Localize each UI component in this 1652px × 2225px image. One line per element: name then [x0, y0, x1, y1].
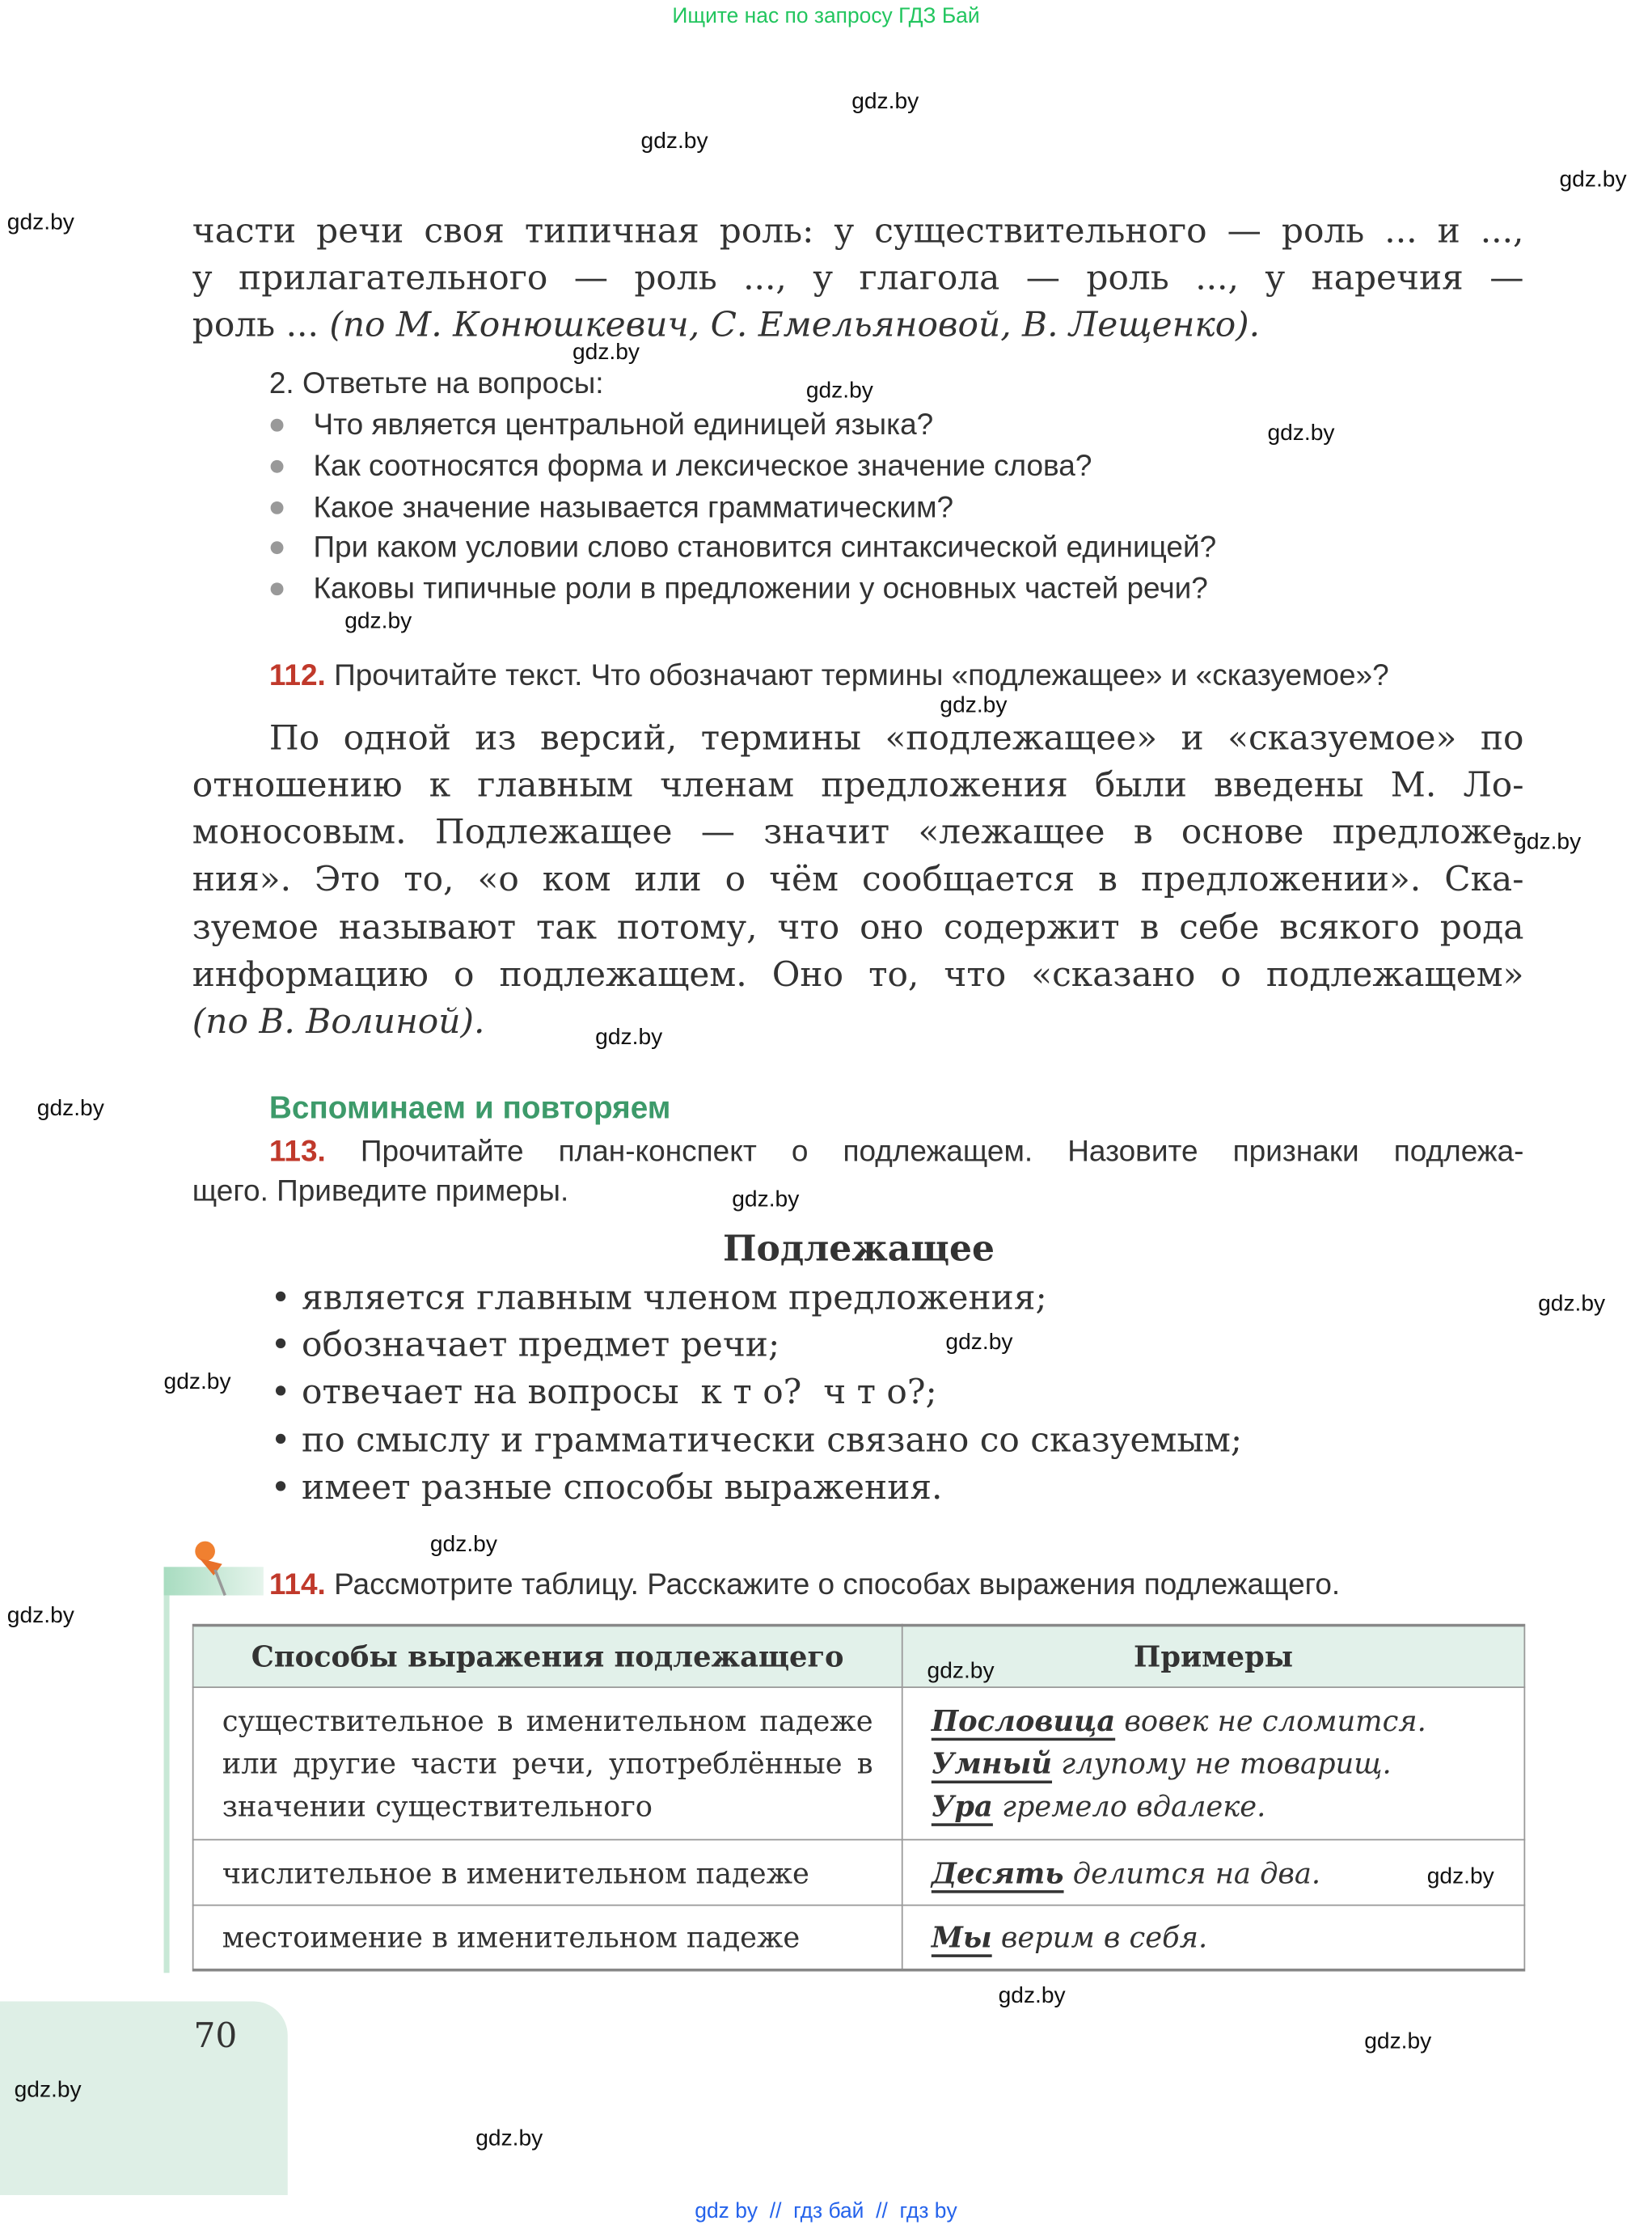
- examples-cell: Десять делится на два.: [902, 1840, 1525, 1906]
- pushpin-icon: [191, 1538, 234, 1601]
- bullet-icon: [271, 541, 284, 554]
- watermark: gdz.by: [940, 693, 1008, 718]
- list-item: • обозначает предмет речи;: [270, 1324, 780, 1365]
- text-line: информацию о подлежащем. Оно то, что «сказано о подлежащем»: [192, 954, 1524, 995]
- exercise-112-task: [269, 657, 1389, 696]
- table-row: [193, 1906, 1525, 1969]
- table-row: [193, 1840, 1525, 1906]
- text-line: зуемое называют так потому, что оно содержит в себе всякого рода: [192, 907, 1524, 948]
- question: Каковы типичные роли в предложении у основных частей речи?: [313, 573, 1208, 606]
- question: Что является центральной единицей языка?: [313, 408, 934, 442]
- intro-line: у прилагательного — роль ..., у глагола — роль ..., у наречия —: [192, 257, 1524, 298]
- subject-table: [192, 1624, 1525, 1971]
- question: Какое значение называется грамматическим?: [313, 491, 954, 525]
- watermark: gdz.by: [572, 340, 640, 365]
- table-row: [193, 1687, 1525, 1839]
- watermark: gdz.by: [1364, 2029, 1432, 2054]
- text-line: ния». Это то, «о ком или о чём сообщается в предложении». Ска-: [192, 859, 1524, 899]
- intro-citation: (по М. Конюшкевич, С. Емельяновой, В. Лещенко).: [329, 304, 1261, 345]
- watermark: gdz.by: [1559, 167, 1627, 192]
- task-text: Рассмотрите таблицу. Расскажите о способах выражения подлежащего.: [334, 1568, 1341, 1601]
- examples-cell: Мы верим в себя.: [902, 1906, 1525, 1969]
- task-text: Прочитайте текст. Что обозначают термины «подлежащее» и «сказуемое»?: [334, 659, 1389, 692]
- bullet-icon: [271, 460, 284, 473]
- watermark: gdz.by: [14, 2078, 82, 2103]
- intro-last: роль ...: [192, 304, 330, 345]
- section-heading: Вспоминаем и повторяем: [268, 1089, 671, 1126]
- way-cell: числительное в именительном падеже: [193, 1840, 902, 1906]
- task-text: Прочитайте план-конспект о подлежащем. Назовите признаки подлежа-: [360, 1135, 1524, 1169]
- bullet-icon: [271, 501, 284, 514]
- list-item: • имеет разные способы выражения.: [270, 1467, 943, 1508]
- examples-cell: Пословица вовек не сломится. Умный глупому не товарищ. Ура гремело вдалеке.: [902, 1687, 1525, 1839]
- watermark: gdz.by: [640, 129, 708, 154]
- column-header: Способы выражения подлежащего: [193, 1626, 902, 1688]
- top-banner: Ищите нас по запросу ГДЗ Бай: [672, 4, 980, 29]
- margin-line: [164, 1596, 170, 1973]
- watermark: gdz.by: [1426, 1864, 1494, 1889]
- watermark: gdz.by: [595, 1026, 663, 1051]
- watermark: gdz.by: [927, 1659, 995, 1684]
- text-line: По одной из версий, термины «подлежащее» и «сказуемое» по: [268, 717, 1524, 758]
- watermark: gdz.by: [475, 2126, 543, 2151]
- watermark: gdz.by: [36, 1097, 104, 1122]
- table-header-row: [193, 1626, 1525, 1688]
- watermark: gdz.by: [732, 1187, 800, 1212]
- footer-links[interactable]: gdz by // гдз бай // гдз by: [695, 2199, 957, 2224]
- watermark: gdz.by: [344, 609, 412, 634]
- task-text: щего. Приведите примеры.: [192, 1174, 569, 1208]
- column-header: Примеры: [902, 1626, 1525, 1688]
- watermark: gdz.by: [1514, 830, 1582, 855]
- watermark: gdz.by: [945, 1330, 1013, 1355]
- exercise-113-task: [269, 1132, 1524, 1172]
- list-item: • по смыслу и грамматически связано со сказуемым;: [270, 1419, 1243, 1461]
- watermark: gdz.by: [805, 379, 873, 404]
- question: Как соотносятся форма и лексическое значение слова?: [313, 450, 1092, 484]
- exercise-number: 112.: [268, 659, 326, 692]
- page-number: 70: [193, 2016, 238, 2056]
- watermark: gdz.by: [429, 1533, 497, 1557]
- list-item: • отвечает на вопросы к т о? ч т о?;: [270, 1372, 937, 1412]
- list-item: • является главным членом предложения;: [270, 1277, 1047, 1318]
- watermark: gdz.by: [851, 89, 919, 114]
- watermark: gdz.by: [1267, 421, 1335, 446]
- bullet-icon: [271, 419, 284, 432]
- text-line: моносовым. Подлежащее — значит «лежащее в основе предложе-: [192, 811, 1524, 852]
- watermark: gdz.by: [1538, 1292, 1606, 1317]
- watermark: gdz.by: [163, 1370, 231, 1395]
- task2-title: 2. Ответьте на вопросы:: [268, 367, 604, 400]
- watermark: gdz.by: [6, 210, 74, 235]
- watermark: gdz.by: [998, 1984, 1066, 2009]
- text-line: отношению к главным членам предложения были введены М. Ло-: [192, 764, 1524, 806]
- way-cell: существительное в именительном падеже или другие части речи, употреблённые в значении существительного: [193, 1687, 902, 1839]
- bullet-icon: [271, 582, 284, 595]
- way-cell: местоимение в именительном падеже: [193, 1906, 902, 1969]
- question: При каком условии слово становится синтаксической единицей?: [313, 531, 1217, 565]
- exercise-114-task: [269, 1566, 1340, 1605]
- watermark: gdz.by: [6, 1604, 74, 1629]
- citation: (по В. Волиной).: [192, 1001, 485, 1042]
- exercise-number: 114.: [268, 1568, 326, 1601]
- exercise-number: 113.: [268, 1135, 326, 1169]
- box-title: Подлежащее: [722, 1228, 995, 1270]
- intro-line: части речи своя типичная роль: у существительного — роль ... и ...,: [192, 210, 1524, 251]
- intro-line: [192, 302, 1524, 349]
